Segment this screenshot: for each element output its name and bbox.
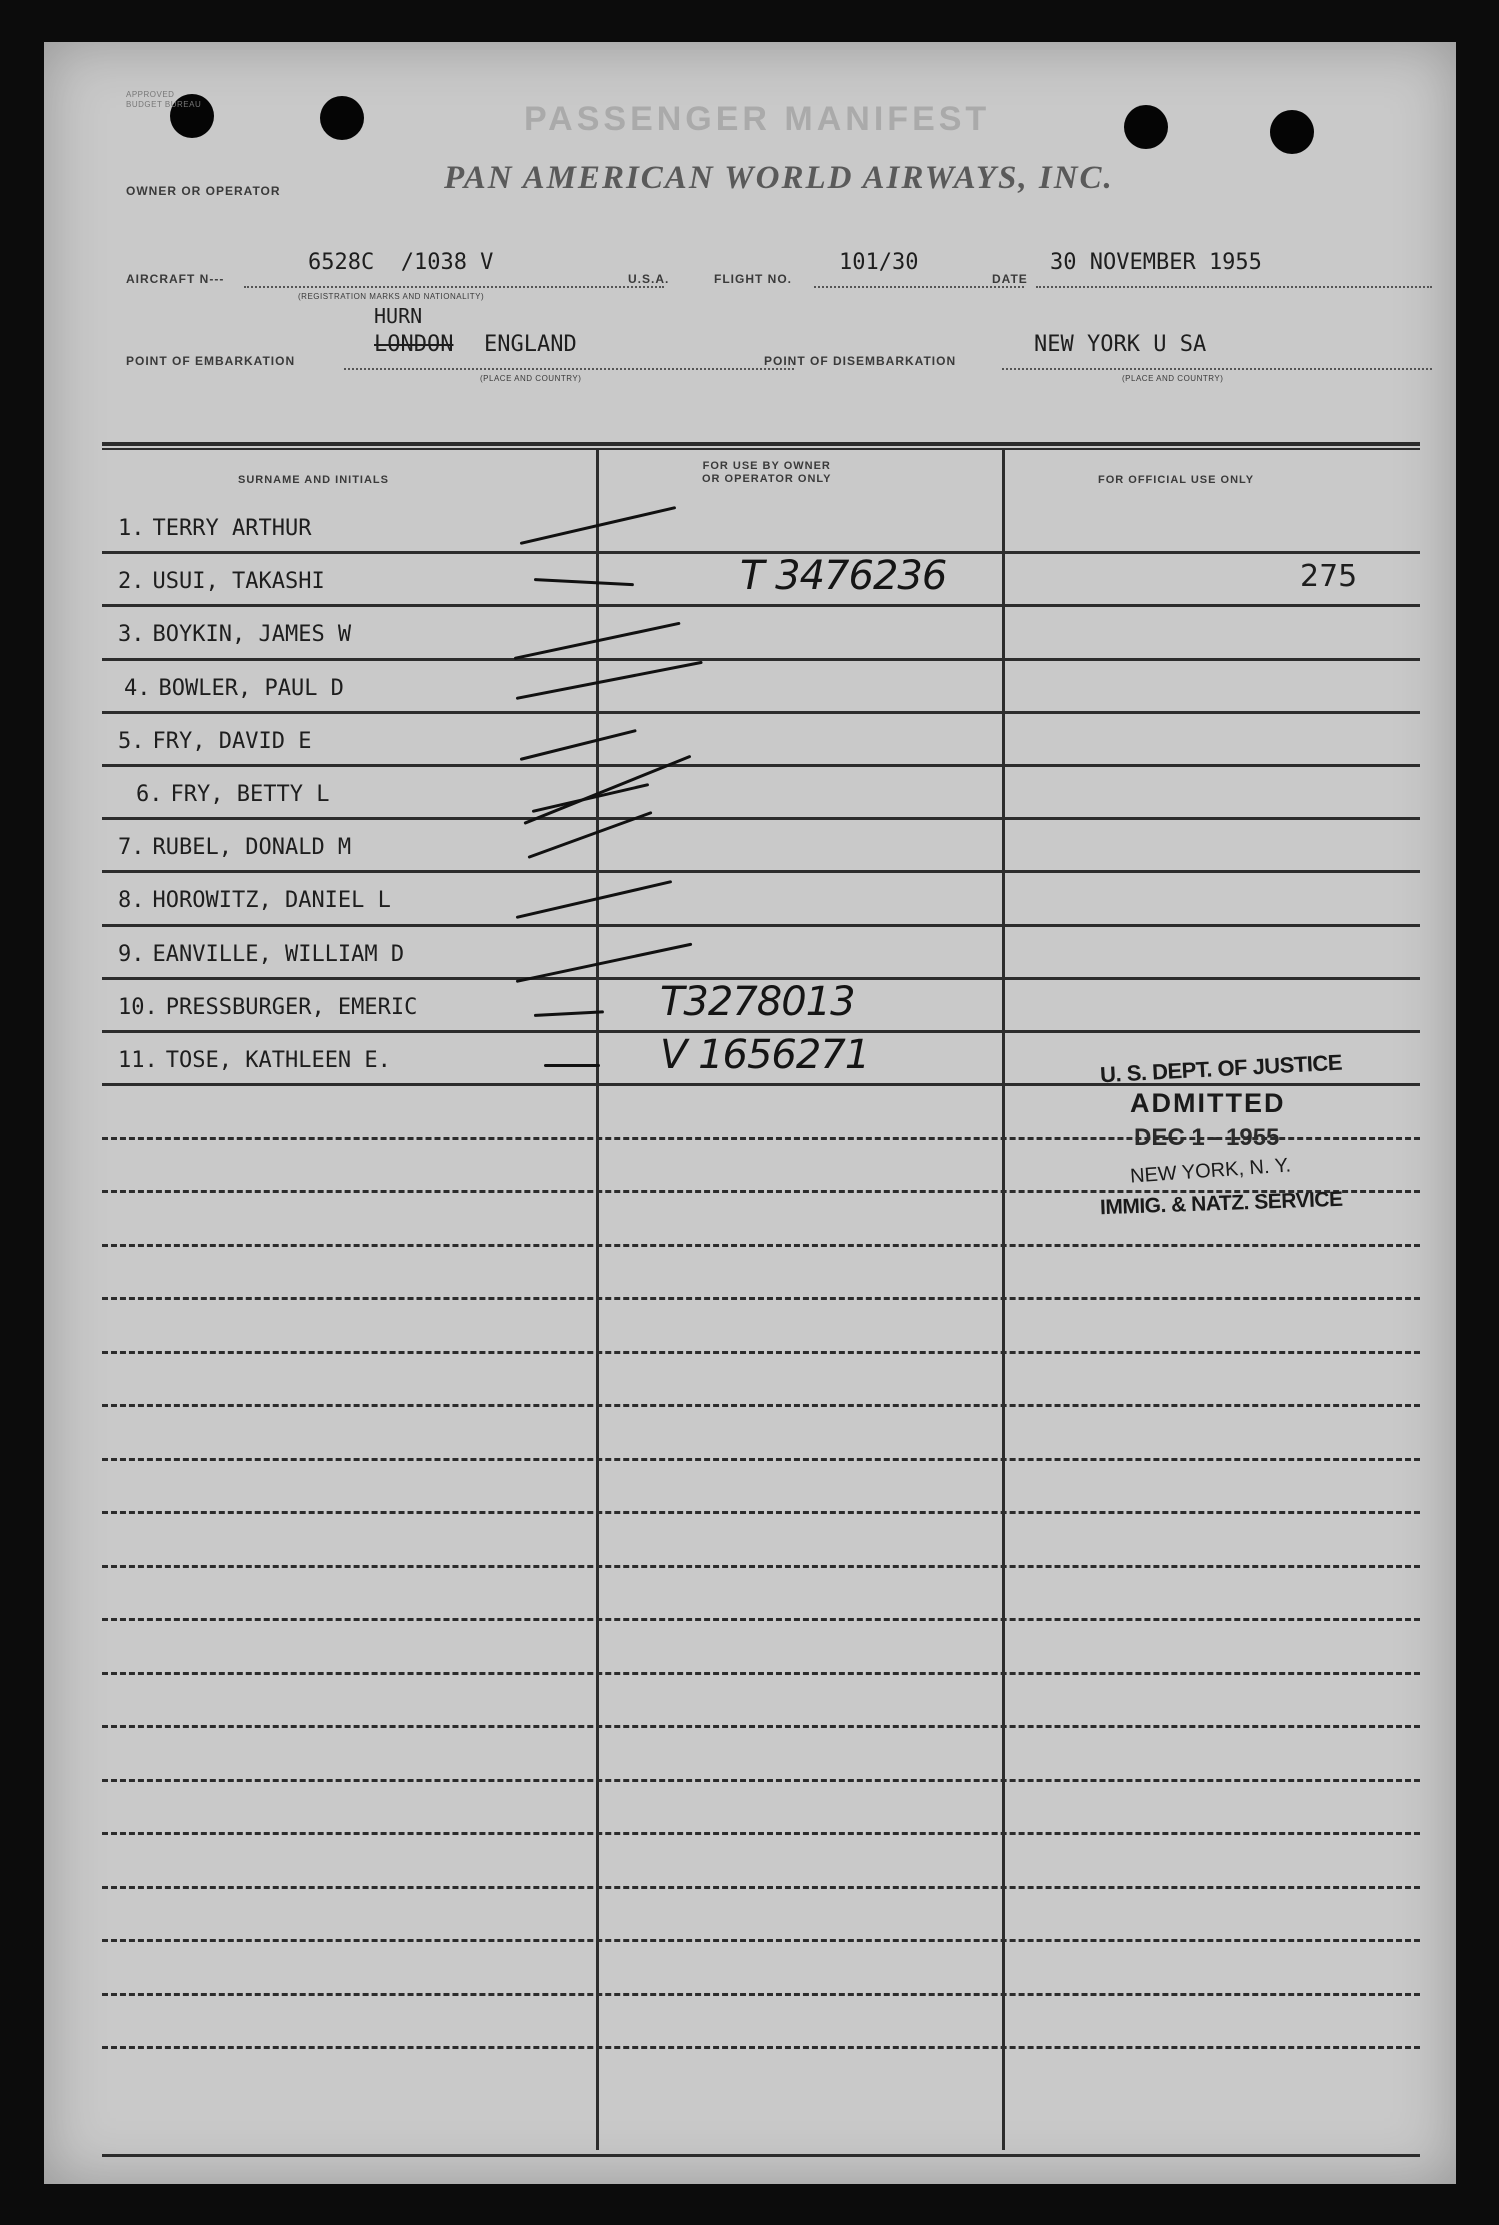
passenger-number: 11. bbox=[118, 1048, 158, 1073]
row-rule bbox=[102, 870, 1420, 873]
passenger-name: HOROWITZ, DANIEL L bbox=[152, 888, 391, 914]
aircraft-value: 6528C /1038 V bbox=[308, 250, 494, 275]
punch-hole-3 bbox=[1124, 105, 1168, 149]
owner-note: V 1656271 bbox=[660, 1032, 870, 1078]
passenger-name: TERRY ARTHUR bbox=[152, 516, 312, 541]
corner-note: APPROVED BUDGET BUREAU bbox=[126, 90, 202, 109]
blank-row-rule bbox=[102, 1244, 1420, 1247]
stamp-dept: U. S. DEPT. OF JUSTICE bbox=[1099, 1049, 1343, 1088]
usa-label: U.S.A. bbox=[628, 272, 670, 286]
blank-row-rule bbox=[102, 1939, 1420, 1942]
blank-row-rule bbox=[102, 2046, 1420, 2049]
flight-label: FLIGHT NO. bbox=[714, 272, 792, 286]
aircraft-sublabel: (REGISTRATION MARKS AND NATIONALITY) bbox=[298, 292, 485, 301]
embark-sublabel: (PLACE AND COUNTRY) bbox=[480, 374, 582, 383]
passenger-number: 4. bbox=[124, 675, 151, 701]
document-title: PASSENGER MANIFEST bbox=[524, 100, 991, 138]
table-row bbox=[118, 888, 391, 913]
blank-row-rule bbox=[102, 1083, 1420, 1086]
blank-row-rule bbox=[102, 1725, 1420, 1728]
stamp-admitted: ADMITTED bbox=[1130, 1088, 1286, 1118]
manifest-sheet bbox=[44, 42, 1456, 2184]
flight-value: 101/30 bbox=[839, 250, 919, 275]
row-rule bbox=[102, 764, 1420, 767]
table-top-rule bbox=[102, 442, 1420, 446]
passenger-number: 3. bbox=[118, 622, 145, 648]
blank-row-rule bbox=[102, 1297, 1420, 1300]
passenger-name: FRY, DAVID E bbox=[152, 728, 312, 754]
table-row bbox=[118, 622, 351, 647]
table-row bbox=[118, 995, 417, 1020]
punch-hole-4 bbox=[1270, 110, 1314, 154]
embark-correction: HURN bbox=[374, 304, 423, 328]
blank-row-rule bbox=[102, 1511, 1420, 1514]
embark-value: ENGLAND bbox=[484, 332, 577, 357]
stamp-date: DEC 1 - 1955 bbox=[1134, 1124, 1280, 1151]
passenger-name: PRESSBURGER, EMERIC bbox=[165, 994, 418, 1020]
passenger-name: FRY, BETTY L bbox=[170, 782, 330, 807]
table-row bbox=[124, 676, 344, 701]
row-rule bbox=[102, 817, 1420, 820]
passenger-name: RUBEL, DONALD M bbox=[152, 835, 352, 861]
blank-row-rule bbox=[102, 1886, 1420, 1889]
table-row bbox=[118, 516, 311, 541]
blank-row-rule bbox=[102, 1832, 1420, 1835]
embark-label: POINT OF EMBARKATION bbox=[126, 354, 296, 368]
table-row bbox=[118, 729, 311, 754]
passenger-name: TOSE, KATHLEEN E. bbox=[165, 1048, 391, 1073]
column-header-surname: SURNAME AND INITIALS bbox=[238, 474, 389, 486]
passenger-number: 6. bbox=[136, 782, 163, 807]
blank-row-rule bbox=[102, 1993, 1420, 1996]
blank-row-rule bbox=[102, 1351, 1420, 1354]
embark-struck-text: LONDON bbox=[374, 332, 454, 357]
pen-stroke bbox=[520, 729, 637, 761]
passenger-name: BOYKIN, JAMES W bbox=[152, 622, 352, 648]
date-label: DATE bbox=[992, 272, 1028, 286]
row-rule bbox=[102, 711, 1420, 714]
passenger-number: 8. bbox=[118, 888, 145, 914]
pen-stroke bbox=[516, 661, 703, 700]
table-row bbox=[118, 942, 404, 967]
row-rule bbox=[102, 604, 1420, 607]
stamp-city: NEW YORK, N. Y. bbox=[1129, 1154, 1292, 1188]
punch-hole-2 bbox=[320, 96, 364, 140]
owner-label: OWNER OR OPERATOR bbox=[126, 184, 281, 198]
stamp-service: IMMIG. & NATZ. SERVICE bbox=[1099, 1187, 1343, 1220]
aircraft-label: AIRCRAFT N--- bbox=[126, 272, 225, 286]
owner-note: T3278013 bbox=[660, 978, 855, 1025]
passenger-number: 5. bbox=[118, 728, 145, 754]
owner-note: T 3476236 bbox=[740, 553, 947, 600]
table-top-rule-2 bbox=[102, 448, 1420, 450]
pen-stroke bbox=[544, 1064, 600, 1067]
passenger-name: EANVILLE, WILLIAM D bbox=[152, 941, 405, 967]
table-bottom-rule bbox=[102, 2154, 1420, 2157]
disembark-sublabel: (PLACE AND COUNTRY) bbox=[1122, 374, 1224, 383]
pen-stroke bbox=[534, 578, 634, 586]
passenger-number: 2. bbox=[118, 569, 145, 595]
column-header-official-use: FOR OFFICIAL USE ONLY bbox=[1098, 474, 1255, 486]
row-rule bbox=[102, 658, 1420, 661]
table-row bbox=[136, 782, 329, 807]
table-row bbox=[118, 569, 325, 594]
pen-stroke bbox=[534, 1010, 604, 1017]
disembark-label: POINT OF DISEMBARKATION bbox=[764, 354, 957, 368]
passenger-name: BOWLER, PAUL D bbox=[158, 675, 344, 701]
official-note: 275 bbox=[1300, 559, 1358, 595]
blank-row-rule bbox=[102, 1565, 1420, 1568]
blank-row-rule bbox=[102, 1618, 1420, 1621]
blank-row-rule bbox=[102, 1404, 1420, 1407]
passenger-name: USUI, TAKASHI bbox=[152, 569, 325, 595]
pen-stroke bbox=[516, 880, 673, 919]
passenger-number: 9. bbox=[118, 941, 145, 967]
table-row bbox=[118, 835, 351, 860]
row-rule bbox=[102, 924, 1420, 927]
column-header-owner-use: FOR USE BY OWNER OR OPERATOR ONLY bbox=[702, 460, 832, 485]
passenger-number: 1. bbox=[118, 516, 145, 541]
owner-name: PAN AMERICAN WORLD AIRWAYS, INC. bbox=[444, 160, 1114, 196]
passenger-number: 7. bbox=[118, 835, 145, 861]
table-row bbox=[118, 1048, 391, 1073]
blank-row-rule bbox=[102, 1672, 1420, 1675]
date-value: 30 NOVEMBER 1955 bbox=[1050, 250, 1262, 275]
passenger-number: 10. bbox=[118, 994, 158, 1020]
blank-row-rule bbox=[102, 1458, 1420, 1461]
disembark-value: NEW YORK U SA bbox=[1034, 332, 1207, 357]
blank-row-rule bbox=[102, 1779, 1420, 1782]
